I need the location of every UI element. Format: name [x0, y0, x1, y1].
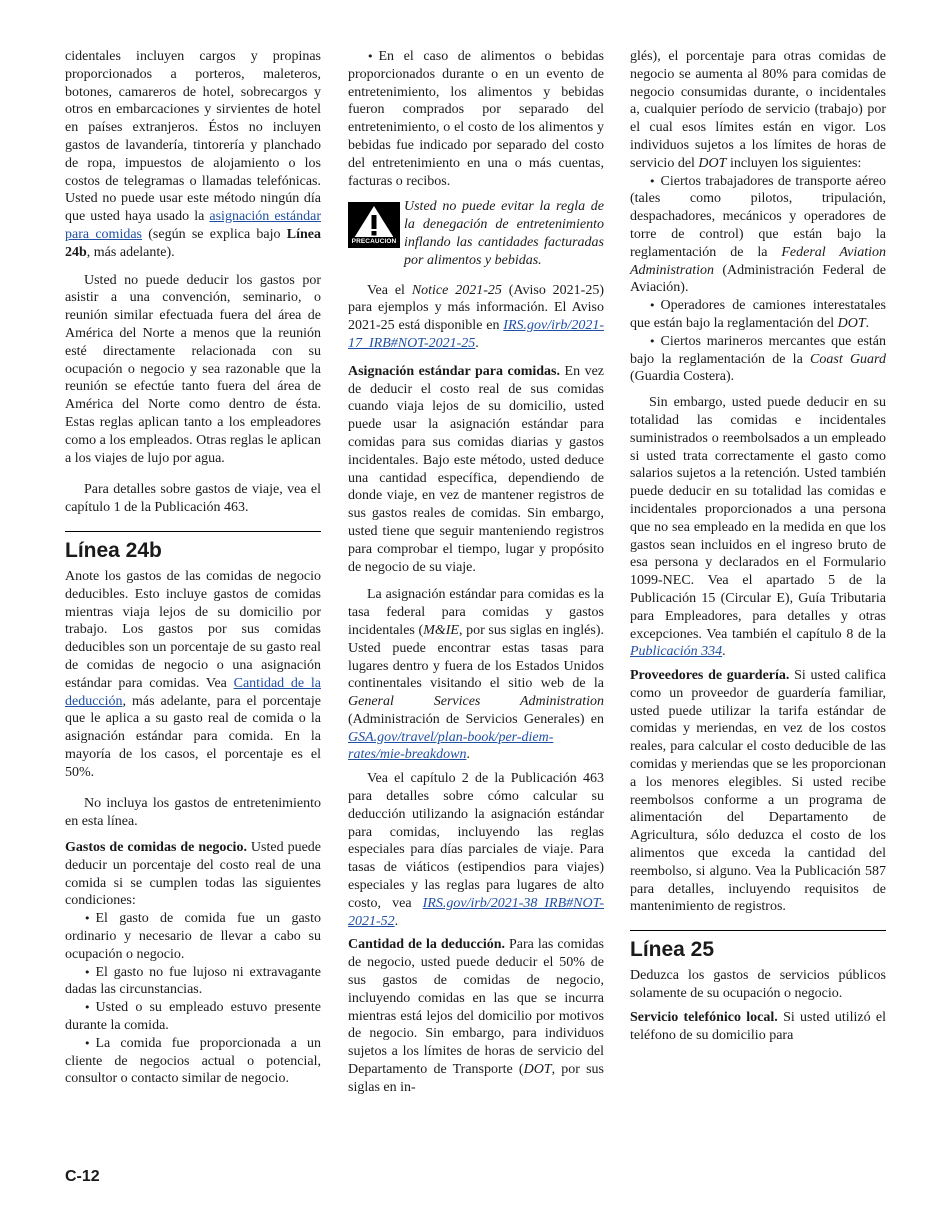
- paragraph: Servicio telefónico local. Si usted utilizó el teléfono de su domicilio para: [630, 1009, 887, 1043]
- run-in-heading: Gastos de comidas de negocio.: [65, 840, 247, 856]
- caution-icon: [348, 202, 400, 248]
- paragraph: Deduzca los gastos de servicios públicos solamente de su ocupación o negocio.: [630, 968, 886, 1002]
- paragraph: Anote los gastos de las comidas de negocio deducibles. Esto incluye gastos de comidas mientras viaja lejos de su domicilio por trabajo. Los gastos por sus comidas deducibles son un porcentaje de su gasto real de comidas de negocio o una asignación estándar para comidas. Vea Cantidad de la deducción, más adelante, para el porcentaje que le aplica a su gasto real de comida o la asignación estándar para comida. En la mayoría de los casos, el porcentaje es el 50%.: [65, 568, 321, 780]
- link-notice-2021-25[interactable]: IRS.gov/irb/2021-17_IRB#NOT-2021-25: [348, 318, 604, 351]
- list-item: • Ciertos marineros mercantes que están bajo la reglamentación de la Coast Guard (Guardia Costera).: [630, 333, 886, 386]
- column-1: [65, 48, 321, 1088]
- list-item: • Ciertos trabajadores de transporte aéreo (tales como pilotos, tripulación, despachadores, mecánicos y operadores de torre de control) que están bajo la reglamentación de la Federal Aviation Administration (Administración Federal de Aviación).: [630, 173, 886, 298]
- paragraph: Vea el capítulo 2 de la Publicación 463 para detalles sobre cómo calcular su deducción utilizando la asignación estándar para comidas, incluyendo las reglas especiales para días parciales de viaje. Para tasas de viáticos (estipendios para viajes) especiales y las reglas para lugares de alto costo, vea IRS.gov/irb/2021-38_IRB#NOT-2021-52.: [348, 771, 604, 929]
- section-divider: [630, 930, 886, 931]
- page-number: C-12: [65, 1168, 100, 1185]
- paragraph: Usted no puede deducir los gastos por asistir a una convención, seminario, o reunión similar efectuada fuera del área de América del Norte a menos que la reunión esté directamente relacionada con su ocupación o negocio y sea razonable que la reunión se efectúe tanto fuera del área de América del Norte como dentro de ésta. Estas reglas aplican tanto a los empleadores como a los empleados. Otras reglas le aplican a los viajes de lujo por agua.: [65, 272, 321, 466]
- column-2: [348, 48, 604, 1107]
- list-item: • En el caso de alimentos o bebidas proporcionados durante o en un evento de entretenimiento, los alimentos y bebidas fueron comprados por separado del entretenimiento, o el costo de los alimentos y bebidas fue indicado por separado del costo del entretenimiento en una o más cuentas, facturas o recibos.: [348, 48, 604, 190]
- paragraph: Vea el Notice 2021-25 (Aviso 2021-25) para ejemplos y más información. El Aviso 2021-25 está disponible en IRS.gov/irb/2021-17_IRB#NOT-2021-25.: [348, 282, 604, 351]
- link-gsa-per-diem[interactable]: GSA.gov/travel/plan-book/per-diem-rates/mie-breakdown: [348, 729, 554, 763]
- paragraph: Cantidad de la deducción. Para las comidas de negocio, usted puede deducir el 50% de sus gastos de comidas de negocio, incluyendo comidas en las que se incurra mientras está lejos del domicilio por motivos de negocio. Sin embargo, para individuos sujetos a los límites de horas de servicio del Departamento de Transporte (DOT, por sus siglas en in-: [348, 937, 604, 1095]
- paragraph: Sin embargo, usted puede deducir en su totalidad las comidas e incidentales suministrados o reembolsados a un empleado si usted trata correctamente el gasto como salarios sujetos a la retención. Usted también puede deducir en su totalidad las comidas e incidentales proporcionados a una persona que no sea empleado en la medida en que los gastos sean incluidos en el ingreso bruto de esa persona y declarados en el Formulario 1099-NEC. Vea el apartado 5 de la Publicación 15 (Circular E), Guía Tributaria para Empleadores, para detalles y otras excepciones. Vea también el capítulo 8 de la Publicación 334.: [630, 395, 886, 660]
- bold-reference: Línea 24b: [65, 226, 321, 260]
- link-standard-meal-allowance[interactable]: asignación estándar para comidas: [65, 209, 321, 242]
- paragraph: No incluya los gastos de entretenimiento en esta línea.: [65, 796, 321, 830]
- paragraph: La asignación estándar para comidas es la tasa federal para comidas y gastos incidentales (M&IE, por sus siglas en inglés). Usted puede encontrar estas tasas para lugares dentro y fuera de los Estados Unidos continentales visitando el sitio web de la General Services Administration (Administración de Servicios Generales) en GSA.gov/travel/plan-book/per-diem-rates/mie-breakdown.: [348, 587, 604, 763]
- caution-note: [348, 198, 604, 269]
- link-publication-334[interactable]: Publicación 334: [630, 644, 723, 660]
- list-item: • El gasto no fue lujoso ni extravagante dadas las circunstancias.: [65, 964, 321, 1000]
- run-in-heading: Proveedores de guardería.: [630, 668, 790, 684]
- caution-label: PRECAUCION: [348, 237, 400, 246]
- link-deduction-amount[interactable]: Cantidad de la deducción: [65, 675, 321, 709]
- list-item: • Usted o su empleado estuvo presente durante la comida.: [65, 999, 321, 1035]
- column-3: [630, 48, 886, 1054]
- section-heading-24b: Línea 24b: [65, 538, 162, 562]
- list-item: • La comida fue proporcionada a un cliente de negocios actual o potencial, consultor o contacto similar de negocio.: [65, 1035, 321, 1088]
- run-in-heading: Servicio telefónico local.: [630, 1009, 778, 1025]
- paragraph: glés), el porcentaje para otras comidas de negocio se aumenta al 80% para comidas de negocio consumidas durante, o incidentales a, cualquier período de servicio (trabajo) por el cual esos límites están en vigor. Los individuos sujetos a los límites de horas de servicio del DOT incluyen los siguientes:: [630, 49, 886, 171]
- run-in-heading: Cantidad de la deducción.: [348, 937, 505, 953]
- paragraph: Gastos de comidas de negocio. Usted puede deducir un porcentaje del costo real de una comida si se cumplen todas las siguientes condiciones:: [65, 840, 321, 909]
- caution-text: Usted no puede evitar la regla de la denegación de entretenimiento inflando las cantidades facturadas por alimentos y bebidas.: [404, 199, 604, 268]
- paragraph: Para detalles sobre gastos de viaje, vea el capítulo 1 de la Publicación 463.: [65, 482, 321, 516]
- run-in-heading: Asignación estándar para comidas.: [348, 363, 561, 379]
- paragraph: cidentales incluyen cargos y propinas proporcionados a porteros, maleteros, botones, camareros de hotel, sobrecargos y otros en embarcaciones y sirvientes de hotel en países extranjeros. Éstos no incluyen gastos de lavandería, tintorería y planchado de ropa, impuestos de alojamiento o los costos de telegramas o llamadas telefónicas. Usted no puede usar este método ningún día que usted haya usado la asignación estándar para comidas (según se explica bajo Línea 24b, más adelante).: [65, 49, 321, 260]
- paragraph: Proveedores de guardería. Si usted califica como un proveedor de guardería familiar, usted puede utilizar la tarifa estándar de comidas y meriendas, en vez de los costos reales, para calcular el costo deducible de las comidas y meriendas que se les proporcionan a los menores elegibles. Si usted recibe reembolsos conforme a un programa de alimentación del Departamento de Agricultura, sólo deduzca el costo de los alimentos que exceda la cantidad del reembolso, si alguno. Vea la Publicación 587 para detalles, incluyendo requisitos de mantenimiento de registros.: [630, 668, 886, 915]
- list-item: • Operadores de camiones interestatales que están bajo la reglamentación del DOT.: [630, 297, 886, 333]
- section-heading-25: Línea 25: [630, 938, 715, 962]
- paragraph: Asignación estándar para comidas. En vez de deducir el costo real de sus comidas cuando viaja lejos de su domicilio, usted puede usar la asignación estándar para comidas para sus comidas diarias y gastos incidentales. Bajo este método, usted deduce una cantidad específica, dependiendo de donde viaje, en vez de mantener registros de sus gastos reales de comidas. Sin embargo, usted tiene que seguir manteniendo registros para comprobar el tiempo, lugar y propósito de negocio de su viaje.: [348, 363, 605, 575]
- link-notice-2021-52[interactable]: IRS.gov/irb/2021-38_IRB#NOT-2021-52: [348, 895, 604, 929]
- section-divider: [65, 531, 321, 532]
- list-item: • El gasto de comida fue un gasto ordinario y necesario de llevar a cabo su ocupación o negocio.: [65, 910, 321, 963]
